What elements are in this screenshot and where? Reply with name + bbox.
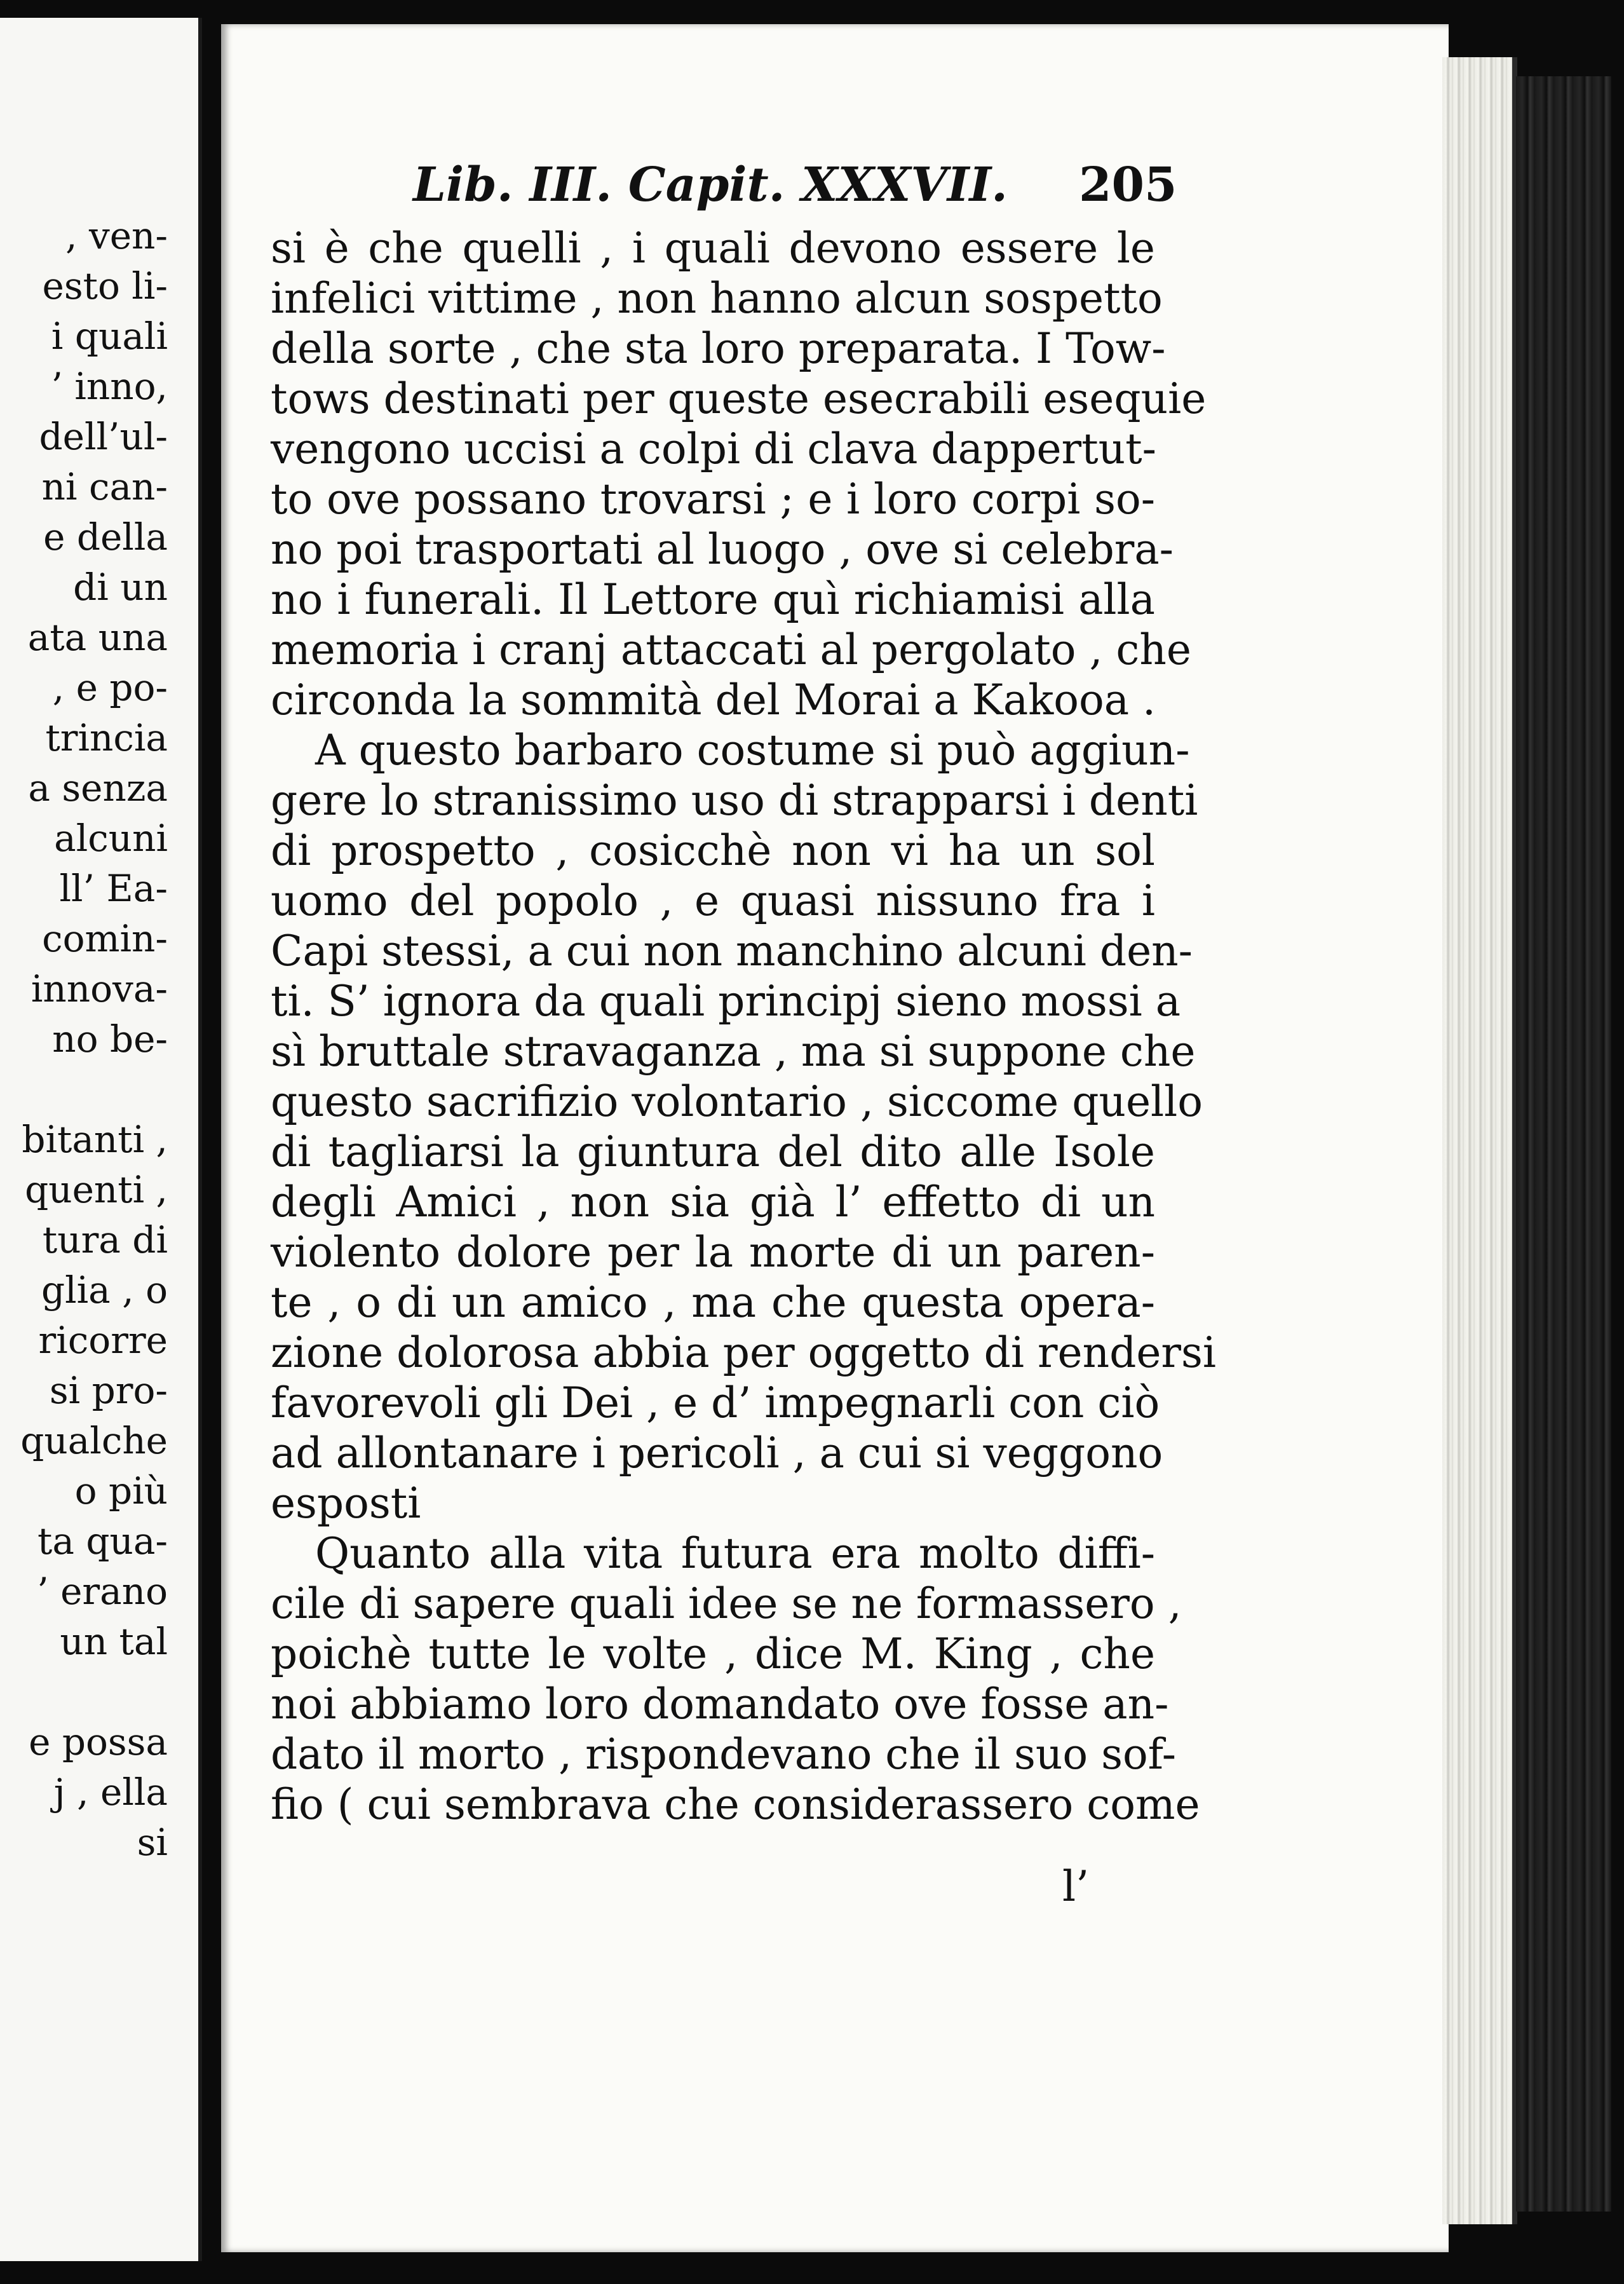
body-line: Capi stessi, a cui non manchino alcuni den- bbox=[271, 927, 1193, 975]
facing-left-page bbox=[0, 18, 202, 2261]
body-line: vengono uccisi a colpi di clava dappertut- bbox=[271, 425, 1156, 473]
left-page-line: si pro- bbox=[49, 1369, 168, 1412]
left-page-line: alcuni bbox=[54, 817, 168, 860]
body-line: questo sacrifizio volontario , siccome quello bbox=[271, 1077, 1203, 1126]
left-page-line: qualche bbox=[20, 1419, 168, 1462]
left-page-line: ricorre bbox=[38, 1319, 168, 1362]
left-page-line: bitanti , bbox=[22, 1118, 168, 1161]
left-page-line: si bbox=[137, 1821, 168, 1864]
left-page-line: o più bbox=[74, 1469, 168, 1512]
left-page-line: j , ella bbox=[53, 1771, 168, 1814]
body-line: uomo del popolo , e quasi nissuno fra i bbox=[271, 876, 1155, 925]
body-line: esposti bbox=[271, 1479, 421, 1528]
body-line: tows destinati per queste esecrabili esequie bbox=[271, 374, 1207, 423]
left-page-line: quenti , bbox=[25, 1168, 168, 1211]
body-line: fio ( cui sembrava che considerassero come bbox=[271, 1780, 1200, 1829]
left-page-line: ’ erano bbox=[37, 1570, 168, 1613]
left-page-line: ll’ Ea- bbox=[59, 867, 168, 910]
left-page-line: trincia bbox=[45, 716, 168, 759]
left-page-line: , e po- bbox=[52, 666, 168, 709]
left-page-line: comin- bbox=[42, 917, 168, 960]
left-page-line: no be- bbox=[52, 1017, 168, 1061]
body-line: A questo barbaro costume si può aggiun- bbox=[315, 726, 1190, 775]
body-line: sì bruttale stravaganza , ma si suppone che bbox=[271, 1027, 1196, 1076]
left-page-line: ’ inno, bbox=[51, 365, 168, 408]
body-line: cile di sapere quali idee se ne formassero , bbox=[271, 1579, 1182, 1628]
body-line: degli Amici , non sia già l’ effetto di un bbox=[271, 1178, 1155, 1227]
left-page-line: di un bbox=[73, 566, 168, 609]
left-page-line: e possa bbox=[29, 1720, 168, 1764]
body-line: circonda la sommità del Morai a Kakooa . bbox=[271, 676, 1156, 724]
left-page-line: dell’ul- bbox=[39, 415, 168, 458]
left-page-line: tura di bbox=[42, 1218, 168, 1261]
body-line: no poi trasportati al luogo , ove si celebra- bbox=[271, 525, 1174, 574]
book-block-edge bbox=[1516, 76, 1611, 2212]
left-page-line: un tal bbox=[60, 1620, 168, 1663]
body-line: gere lo stranissimo uso di strapparsi i denti bbox=[271, 776, 1198, 825]
page-number: 205 bbox=[1079, 158, 1177, 212]
body-line: te , o di un amico , ma che questa opera- bbox=[271, 1278, 1155, 1327]
body-line: infelici vittime , non hanno alcun sospetto bbox=[271, 274, 1163, 323]
body-line: ad allontanare i pericoli , a cui si veggono bbox=[271, 1429, 1163, 1478]
running-head bbox=[413, 158, 1177, 212]
body-line: si è che quelli , i quali devono essere le bbox=[271, 224, 1155, 273]
body-line: violento dolore per la morte di un paren- bbox=[271, 1228, 1155, 1277]
body-line: Quanto alla vita futura era molto diffi- bbox=[315, 1529, 1155, 1578]
running-head-title: Lib. III. Capit. XXXVII. bbox=[413, 158, 1008, 212]
body-line: ti. S’ ignora da quali principj sieno mossi a bbox=[271, 977, 1181, 1026]
body-line: favorevoli gli Dei , e d’ impegnarli con ciò bbox=[271, 1378, 1160, 1427]
body-line: noi abbiamo loro domandato ove fosse an- bbox=[271, 1680, 1169, 1729]
body-line: poichè tutte le volte , dice M. King , che bbox=[271, 1629, 1155, 1678]
left-page-line: ata una bbox=[27, 616, 168, 659]
left-page-line: innova- bbox=[30, 967, 168, 1010]
page-fore-edge bbox=[1442, 57, 1517, 2224]
catchword: l’ bbox=[1062, 1862, 1090, 1911]
body-line: zione dolorosa abbia per oggetto di rendersi bbox=[271, 1328, 1216, 1377]
body-line: di tagliarsi la giuntura del dito alle Isole bbox=[271, 1127, 1155, 1176]
left-page-line: ni can- bbox=[41, 465, 168, 508]
left-page-line: e della bbox=[43, 515, 168, 559]
body-line: dato il morto , rispondevano che il suo sof- bbox=[271, 1730, 1177, 1779]
left-page-line: esto li- bbox=[42, 264, 168, 308]
left-page-line: glia , o bbox=[41, 1268, 168, 1312]
left-page-line: a senza bbox=[28, 766, 168, 810]
body-line: no i funerali. Il Lettore quì richiamisi alla bbox=[271, 575, 1155, 624]
left-page-line: ta qua- bbox=[37, 1519, 168, 1563]
left-page-line: , ven- bbox=[65, 214, 168, 257]
body-line: to ove possano trovarsi ; e i loro corpi so- bbox=[271, 475, 1155, 524]
body-line: della sorte , che sta loro preparata. I Tow- bbox=[271, 324, 1166, 373]
body-line: memoria i cranj attaccati al pergolato , che bbox=[271, 625, 1191, 674]
body-line: di prospetto , cosicchè non vi ha un sol bbox=[271, 826, 1155, 875]
left-page-line: i quali bbox=[51, 315, 168, 358]
